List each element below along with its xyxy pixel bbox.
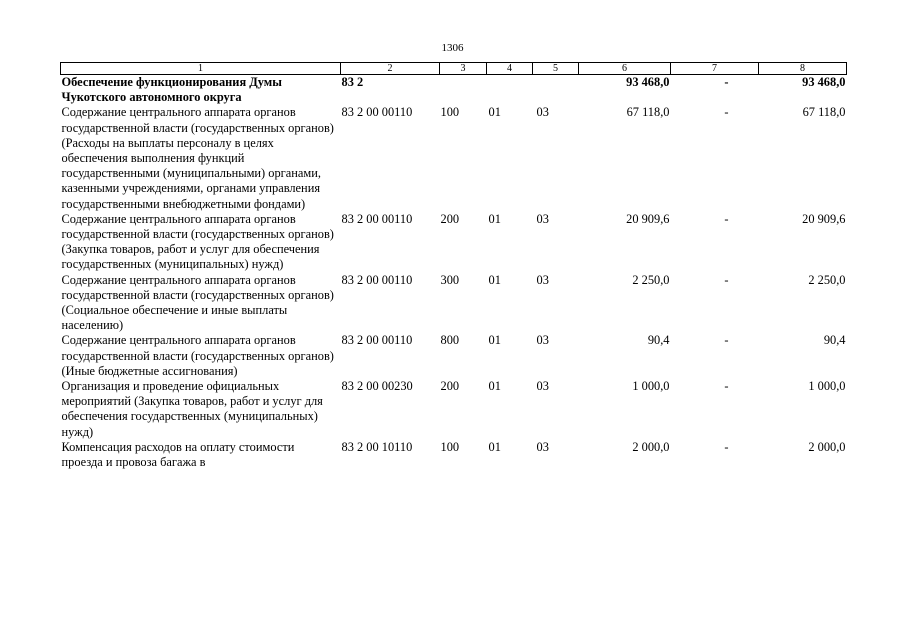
header-col-1: 1 — [61, 63, 341, 75]
row-name: Организация и проведение официальных мероприятий (Закупка товаров, работ и услуг для обеспечения государственных (муниципальных) нужд) — [61, 379, 323, 439]
row-code: 83 2 00 00110 — [341, 272, 413, 287]
row-kvr: 200 — [440, 379, 460, 394]
row-name: Содержание центрального аппарата органов государственной власти (государственных органов) (Закупка товаров, работ и услуг для обеспечения государственных (муниципальных) нужд) — [61, 211, 334, 272]
budget-table — [60, 62, 847, 470]
row-rz: 01 — [488, 105, 501, 120]
table-row — [61, 105, 847, 211]
header-row — [61, 63, 847, 75]
row-sum: 1 000,0 — [632, 379, 670, 394]
row-kvr — [440, 75, 487, 106]
row-code: 83 2 00 00230 — [341, 379, 413, 394]
row-pr: 03 — [536, 379, 549, 394]
header-col-8: 8 — [759, 63, 847, 75]
row-pr: 03 — [536, 272, 549, 287]
row-pr — [533, 75, 579, 106]
row-code: 83 2 00 00110 — [341, 333, 413, 348]
table-row — [61, 333, 847, 379]
row-code: 83 2 00 10110 — [341, 439, 413, 454]
row-rz: 01 — [488, 379, 501, 394]
row-pr: 03 — [536, 211, 549, 226]
row-name: Содержание центрального аппарата органов государственной власти (государственных органов) (Социальное обеспечение и иные выплаты населению) — [61, 272, 334, 333]
row-change: - — [724, 75, 729, 89]
table-row — [61, 379, 847, 440]
table-row — [61, 212, 847, 273]
row-name: Содержание центрального аппарата органов государственной власти (государственных органов) (Иные бюджетные ассигнования) — [61, 333, 334, 378]
row-pr: 03 — [536, 439, 549, 454]
row-rz — [487, 75, 533, 106]
page-number: 1306 — [441, 42, 464, 54]
row-total: 67 118,0 — [802, 105, 846, 120]
table-header — [61, 63, 847, 75]
row-rz: 01 — [488, 211, 501, 226]
row-code: 83 2 00 00110 — [341, 211, 413, 226]
row-sum: 90,4 — [647, 333, 670, 348]
table-body — [61, 75, 847, 471]
row-sum: 20 909,6 — [626, 211, 670, 226]
row-kvr: 800 — [440, 333, 460, 348]
row-pr: 03 — [536, 105, 549, 120]
row-code: 83 2 — [341, 75, 364, 89]
row-total: 2 250,0 — [808, 272, 846, 287]
row-change: - — [724, 211, 729, 226]
table-row — [61, 75, 847, 106]
row-pr: 03 — [536, 333, 549, 348]
table-row — [61, 273, 847, 334]
row-rz: 01 — [488, 333, 501, 348]
row-name: Компенсация расходов на оплату стоимости проезда и провоза багажа в — [61, 439, 295, 470]
row-change: - — [724, 439, 729, 454]
row-name: Обеспечение функционирования Думы Чукотского автономного округа — [61, 75, 282, 105]
row-kvr: 300 — [440, 272, 460, 287]
row-sum: 2 000,0 — [632, 439, 670, 454]
row-kvr: 200 — [440, 211, 460, 226]
row-total: 90,4 — [823, 333, 846, 348]
row-sum: 2 250,0 — [632, 272, 670, 287]
row-sum: 93 468,0 — [626, 75, 670, 89]
row-rz: 01 — [488, 272, 501, 287]
row-kvr: 100 — [440, 439, 460, 454]
row-rz: 01 — [488, 439, 501, 454]
row-change: - — [724, 105, 729, 120]
table-row — [61, 440, 847, 470]
header-col-3: 3 — [440, 63, 487, 75]
row-total: 20 909,6 — [802, 211, 846, 226]
row-total: 1 000,0 — [808, 379, 846, 394]
header-col-5: 5 — [533, 63, 579, 75]
header-col-2: 2 — [341, 63, 440, 75]
row-kvr: 100 — [440, 105, 460, 120]
row-change: - — [724, 333, 729, 348]
row-code: 83 2 00 00110 — [341, 105, 413, 120]
header-col-6: 6 — [579, 63, 671, 75]
row-sum: 67 118,0 — [626, 105, 670, 120]
row-change: - — [724, 379, 729, 394]
row-total: 2 000,0 — [808, 439, 846, 454]
row-total: 93 468,0 — [802, 75, 846, 89]
row-change: - — [724, 272, 729, 287]
header-col-4: 4 — [487, 63, 533, 75]
row-name: Содержание центрального аппарата органов государственной власти (государственных органов) (Расходы на выплаты персоналу в целях обеспечения выполнения функций государственными (муниципальными) органами, казенными учреждениями, органами управления государственными внебюджетными фондами) — [61, 105, 334, 211]
header-col-7: 7 — [671, 63, 759, 75]
